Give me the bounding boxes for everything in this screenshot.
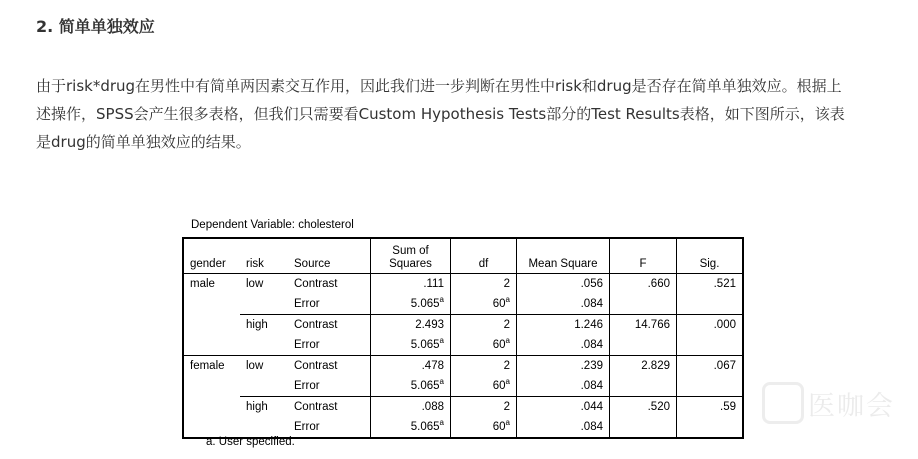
ss-cell: .478 bbox=[371, 356, 451, 377]
df-cell: 60$^a$ bbox=[451, 376, 517, 397]
paragraph-line: 由于risk*drug在男性中有简单两因素交互作用，因此我们进一步判断在男性中risk和drug是否存在简单单独效应。根据上 bbox=[36, 77, 842, 95]
header-source: Source bbox=[288, 238, 371, 274]
f-cell: 14.766 bbox=[610, 315, 677, 336]
table-row bbox=[183, 335, 743, 356]
header-gender: gender bbox=[183, 238, 240, 274]
watermark-text: 医咖会 bbox=[808, 391, 895, 422]
df-cell: 2 bbox=[451, 315, 517, 336]
table-footnote: a. User specified. bbox=[206, 436, 295, 448]
source-cell: Error bbox=[294, 421, 320, 433]
sig-cell: .067 bbox=[677, 356, 744, 377]
header-df: df bbox=[451, 238, 517, 274]
section-heading: 2. 简单单独效应 bbox=[36, 17, 155, 36]
table-row bbox=[183, 397, 743, 418]
header-sum-line1: Sum of bbox=[392, 245, 429, 257]
yikahui-logo-icon bbox=[762, 382, 804, 424]
intro-paragraph bbox=[36, 72, 892, 156]
header-risk: risk bbox=[240, 238, 288, 274]
ss-cell: 2.493 bbox=[371, 315, 451, 336]
risk-cell: low bbox=[240, 356, 288, 377]
ms-cell: .084 bbox=[517, 376, 610, 397]
ss-cell: 5.065$^a$ bbox=[371, 335, 451, 356]
ss-cell: 5.065$^a$ bbox=[371, 376, 451, 397]
ms-cell: .239 bbox=[517, 356, 610, 377]
df-cell: 2 bbox=[451, 356, 517, 377]
source-cell: Error bbox=[294, 339, 320, 351]
header-sig: Sig. bbox=[677, 238, 744, 274]
ms-cell: .084 bbox=[517, 417, 610, 438]
paragraph-line: 是drug的简单单独效应的结果。 bbox=[36, 133, 251, 151]
df-cell: 60$^a$ bbox=[451, 417, 517, 438]
ss-cell: .088 bbox=[371, 397, 451, 418]
f-cell: .520 bbox=[610, 397, 677, 418]
table-row bbox=[183, 356, 743, 377]
df-cell: 2 bbox=[451, 274, 517, 295]
test-results-table bbox=[182, 237, 744, 439]
header-mean-square: Mean Square bbox=[517, 238, 610, 274]
source-cell: Contrast bbox=[288, 315, 371, 336]
gender-cell: female bbox=[183, 356, 240, 377]
paragraph-line: 述操作，SPSS会产生很多表格，但我们只需要看Custom Hypothesis Tests部分的Test Results表格，如下图所示，该表 bbox=[36, 105, 845, 123]
sig-cell: .59 bbox=[677, 397, 744, 418]
gender-cell: male bbox=[190, 278, 215, 290]
ms-cell: 1.246 bbox=[517, 315, 610, 336]
df-cell: 60$^a$ bbox=[451, 294, 517, 315]
table-row bbox=[183, 315, 743, 336]
risk-cell: low bbox=[246, 278, 264, 290]
ms-cell: .056 bbox=[517, 274, 610, 295]
ms-cell: .044 bbox=[517, 397, 610, 418]
source-cell: Error bbox=[294, 298, 320, 310]
ss-cell: .111 bbox=[371, 274, 451, 295]
source-cell: Contrast bbox=[288, 397, 371, 418]
table-row bbox=[183, 274, 743, 295]
table-row bbox=[183, 294, 743, 315]
df-cell: 2 bbox=[451, 397, 517, 418]
header-sum-line2: Squares bbox=[389, 258, 432, 270]
source-cell: Error bbox=[294, 380, 320, 392]
sig-cell: .000 bbox=[677, 315, 744, 336]
ss-cell: 5.065$^a$ bbox=[371, 294, 451, 315]
ms-cell: .084 bbox=[517, 294, 610, 315]
watermark bbox=[762, 378, 902, 428]
header-f: F bbox=[610, 238, 677, 274]
risk-cell: high bbox=[240, 397, 288, 418]
table-title: Dependent Variable: cholesterol bbox=[191, 219, 354, 231]
table-header-row bbox=[183, 238, 743, 274]
f-cell: 2.829 bbox=[610, 356, 677, 377]
table-row bbox=[183, 376, 743, 397]
ms-cell: .084 bbox=[517, 335, 610, 356]
f-cell: .660 bbox=[610, 274, 677, 295]
source-cell: Contrast bbox=[294, 278, 338, 290]
header-sum-of-squares bbox=[371, 238, 451, 274]
table-row bbox=[183, 417, 743, 438]
df-cell: 60$^a$ bbox=[451, 335, 517, 356]
source-cell: Contrast bbox=[288, 356, 371, 377]
risk-cell: high bbox=[240, 315, 288, 336]
ss-cell: 5.065$^a$ bbox=[371, 417, 451, 438]
sig-cell: .521 bbox=[677, 274, 744, 295]
